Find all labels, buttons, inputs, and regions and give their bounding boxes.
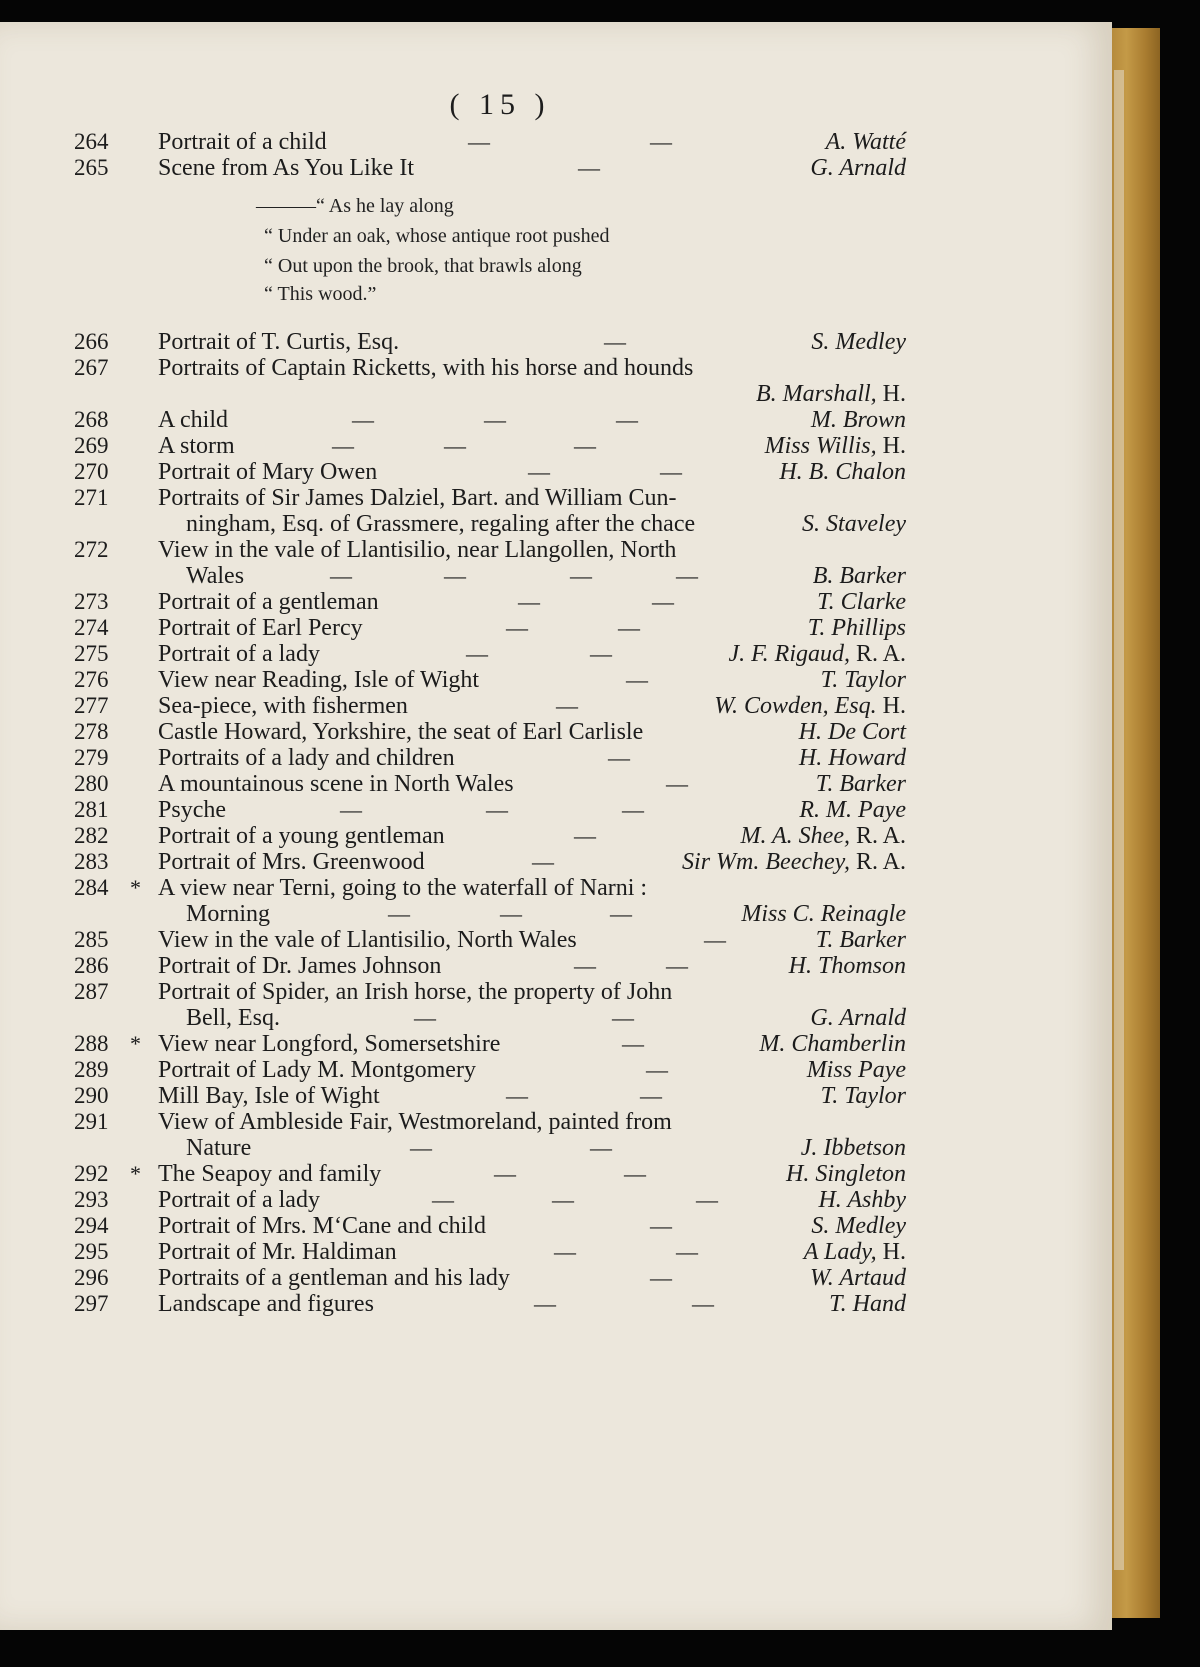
leader-dashes	[0, 796, 900, 824]
artist-name-text: M. Chamberlin	[759, 1031, 906, 1057]
entry-number: 281	[74, 797, 109, 822]
catalogue-entry	[0, 796, 1112, 824]
entry-number: 296	[74, 1265, 109, 1290]
entry-title: Portraits of Sir James Dalziel, Bart. and William Cun-	[158, 485, 677, 511]
leader-dashes	[0, 1134, 900, 1162]
leader-dash: —	[692, 1291, 714, 1316]
catalogue-entry	[0, 406, 1112, 434]
entry-title: View in the vale of Llantisilio, North Wales	[158, 927, 577, 953]
leader-dash: —	[330, 563, 352, 588]
artist-name-text: J. Ibbetson	[800, 1135, 906, 1161]
entry-number: 282	[74, 823, 109, 848]
leader-dash: —	[506, 615, 528, 640]
leader-dashes	[0, 1212, 900, 1240]
entry-title: Portraits of a lady and children	[158, 745, 455, 771]
artist-name-text: H. Ashby	[818, 1187, 906, 1213]
catalogue-entry	[0, 1290, 1112, 1318]
catalogue-entry	[0, 1082, 1112, 1110]
entry-title: Portraits of Captain Ricketts, with his horse and hounds	[158, 355, 694, 381]
entry-title: Portrait of a child	[158, 129, 327, 155]
artist-suffix: R. A.	[849, 849, 906, 875]
entry-title: Portrait of T. Curtis, Esq.	[158, 329, 400, 355]
leader-dash: —	[676, 563, 698, 588]
leader-dashes	[0, 406, 900, 434]
entry-number: 295	[74, 1239, 109, 1264]
leader-dash: —	[666, 771, 688, 796]
entry-number: 273	[74, 589, 109, 614]
new-work-asterisk: *	[130, 875, 141, 900]
artist-name-text: Miss Paye	[806, 1057, 906, 1083]
leader-dash: —	[484, 407, 506, 432]
leader-dash: —	[574, 823, 596, 848]
artist-name-text: W. Cowden, Esq.	[714, 693, 877, 719]
leader-dashes	[0, 1082, 900, 1110]
artist-name	[829, 1290, 906, 1318]
entry-title: The Seapoy and family	[158, 1161, 382, 1187]
artist-name	[741, 900, 906, 928]
artist-suffix: R. A.	[849, 823, 906, 849]
entry-title: Mill Bay, Isle of Wight	[158, 1083, 380, 1109]
leader-dash: —	[468, 129, 490, 154]
leader-dash: —	[534, 1291, 556, 1316]
leader-dash: —	[570, 563, 592, 588]
catalogue-entry	[0, 1238, 1112, 1266]
entry-number: 291	[74, 1109, 109, 1134]
leader-dashes	[0, 1290, 900, 1318]
entry-title: A child	[158, 407, 228, 433]
artist-name-text: A. Watté	[825, 129, 906, 155]
leader-dashes	[0, 154, 900, 182]
artist-suffix: H.	[876, 693, 906, 719]
artist-name-text: T. Phillips	[807, 615, 906, 641]
leader-dash: —	[414, 1005, 436, 1030]
artist-name-text: T. Taylor	[820, 1083, 906, 1109]
catalogue-entry	[0, 154, 1112, 182]
catalogue-entry	[0, 900, 1112, 928]
entry-title: Portrait of a lady	[158, 641, 320, 667]
entry-number: 272	[74, 537, 109, 562]
artist-name	[810, 1004, 906, 1032]
artist-name-text: G. Arnald	[810, 1005, 906, 1031]
entry-number: 271	[74, 485, 109, 510]
catalogue-entry	[0, 848, 1112, 876]
entry-title: View in the vale of Llantisilio, near Llangollen, North	[158, 537, 677, 563]
leader-dashes	[0, 1004, 900, 1032]
leader-dash: —	[518, 589, 540, 614]
leader-dashes	[0, 952, 900, 980]
leader-dash: —	[494, 1161, 516, 1186]
catalogue-entry	[0, 770, 1112, 798]
entry-number: 283	[74, 849, 109, 874]
artist-name	[802, 510, 906, 538]
entry-number: 292	[74, 1161, 109, 1186]
page-stack-edge	[1114, 70, 1124, 1570]
artist-name-text: G. Arnald	[810, 155, 906, 181]
artist-name-text: Miss Willis,	[764, 433, 877, 459]
artist-name-text: B. Barker	[812, 563, 906, 589]
artist-name	[756, 380, 906, 408]
entry-number: 268	[74, 407, 109, 432]
artist-name-text: Miss C. Reinagle	[741, 901, 906, 927]
catalogue-entry	[0, 328, 1112, 356]
leader-dash: —	[578, 155, 600, 180]
leader-dashes	[0, 588, 900, 616]
leader-dash: —	[652, 589, 674, 614]
entry-title: A view near Terni, going to the waterfall of Narni :	[158, 875, 648, 901]
page-number: ( 15 )	[449, 88, 551, 121]
artist-name-text: T. Clarke	[817, 589, 906, 615]
leader-dashes	[0, 1160, 900, 1188]
artist-name	[759, 1030, 906, 1058]
leader-dash: —	[676, 1239, 698, 1264]
artist-name	[826, 128, 906, 156]
leader-dashes	[0, 1056, 900, 1084]
artist-name-text: H. Thomson	[788, 953, 906, 979]
leader-dash: —	[610, 901, 632, 926]
leader-dash: —	[650, 129, 672, 154]
artist-name	[818, 1186, 906, 1214]
catalogue-entry	[0, 744, 1112, 772]
leader-dash: —	[666, 953, 688, 978]
artist-name	[801, 1134, 906, 1162]
entry-number: 277	[74, 693, 109, 718]
leader-dash: —	[556, 693, 578, 718]
artist-name	[740, 822, 906, 850]
catalogue-entry	[0, 588, 1112, 616]
leader-dashes	[0, 926, 900, 954]
leader-dash: —	[500, 901, 522, 926]
catalogue-entry	[0, 926, 1112, 954]
entry-number: 285	[74, 927, 109, 952]
artist-name	[811, 1212, 906, 1240]
artist-name-text: M. Brown	[810, 407, 906, 433]
entry-title: Landscape and figures	[158, 1291, 374, 1317]
entry-number: 293	[74, 1187, 109, 1212]
leader-dash: —	[616, 407, 638, 432]
catalogue-entry	[0, 952, 1112, 980]
artist-name	[765, 432, 906, 460]
leader-dashes	[0, 744, 900, 772]
artist-name	[821, 666, 906, 694]
artist-name	[810, 154, 906, 182]
entry-number: 267	[74, 355, 109, 380]
entry-title: Portrait of a gentleman	[158, 589, 379, 615]
entry-number: 297	[74, 1291, 109, 1316]
leader-dash: —	[608, 745, 630, 770]
leader-dash: —	[612, 1005, 634, 1030]
leader-dash: —	[704, 927, 726, 952]
catalogue-entry	[0, 458, 1112, 486]
catalogue-entry	[0, 536, 1112, 564]
leader-dashes	[0, 770, 900, 798]
leader-dash: —	[604, 329, 626, 354]
entry-title: A storm	[158, 433, 235, 459]
leader-dashes	[0, 328, 900, 356]
entry-number: 276	[74, 667, 109, 692]
catalogue-entry	[0, 1264, 1112, 1292]
leader-dash: —	[624, 1161, 646, 1186]
leader-dashes	[0, 562, 900, 590]
leader-dash: —	[340, 797, 362, 822]
catalogue-entry	[0, 128, 1112, 156]
entry-title: ningham, Esq. of Grassmere, regaling after the chace	[186, 511, 696, 537]
leader-dashes	[0, 1186, 900, 1214]
leader-dashes	[0, 1264, 900, 1292]
artist-name	[816, 770, 906, 798]
entry-title: Portrait of Spider, an Irish horse, the property of John	[158, 979, 673, 1005]
catalogue-entry	[0, 614, 1112, 642]
leader-dash: —	[590, 641, 612, 666]
entry-number: 266	[74, 329, 109, 354]
artist-name	[728, 640, 906, 668]
catalogue-entry	[0, 978, 1112, 1006]
leader-dashes	[0, 666, 900, 694]
catalogue-entry	[0, 1004, 1112, 1032]
leader-dash: —	[618, 615, 640, 640]
entry-title: Sea-piece, with fishermen	[158, 693, 408, 719]
leader-dash: —	[466, 641, 488, 666]
leader-dash: —	[388, 901, 410, 926]
entry-title: Portrait of Mr. Haldiman	[158, 1239, 397, 1265]
entry-title: Portrait of a lady	[158, 1187, 320, 1213]
catalogue-entry	[0, 822, 1112, 850]
artist-name	[811, 406, 906, 434]
entry-title: Nature	[186, 1135, 252, 1161]
leader-dash: —	[444, 563, 466, 588]
leader-dash: —	[444, 433, 466, 458]
leader-dashes	[0, 128, 900, 156]
entry-title: Castle Howard, Yorkshire, the seat of Earl Carlisle	[158, 719, 644, 745]
artist-name	[817, 588, 906, 616]
leader-dash: —	[640, 1083, 662, 1108]
artist-name	[808, 614, 906, 642]
entry-number: 269	[74, 433, 109, 458]
artist-suffix: R. A.	[849, 641, 906, 667]
entry-number: 274	[74, 615, 109, 640]
leader-dash: —	[506, 1083, 528, 1108]
artist-name	[799, 744, 906, 772]
artist-name-text: A Lady,	[803, 1239, 877, 1265]
entry-title: Portrait of Mary Owen	[158, 459, 378, 485]
catalogue-entry	[0, 1108, 1112, 1136]
quote-line: “ This wood.”	[264, 283, 377, 305]
entry-number: 288	[74, 1031, 109, 1056]
artist-name	[779, 458, 906, 486]
catalogue-entry	[0, 510, 1112, 538]
entry-title: Portrait of Mrs. M‘Cane and child	[158, 1213, 486, 1239]
entry-title: A mountainous scene in North Wales	[158, 771, 514, 797]
entry-title: Portrait of a young gentleman	[158, 823, 445, 849]
leader-dashes	[0, 1238, 900, 1266]
leader-dash: —	[574, 953, 596, 978]
leader-dash: —	[528, 459, 550, 484]
entry-title: Portraits of a gentleman and his lady	[158, 1265, 510, 1291]
entry-number: 265	[74, 155, 109, 180]
leader-dash: —	[650, 1265, 672, 1290]
artist-name-text: T. Barker	[815, 771, 906, 797]
catalogue-entry	[0, 562, 1112, 590]
artist-name-text: J. F. Rigaud,	[728, 641, 850, 667]
artist-name	[816, 926, 906, 954]
artist-name	[786, 1160, 906, 1188]
artist-name	[804, 1238, 906, 1266]
catalogue-entry	[0, 718, 1112, 746]
artist-name	[682, 848, 906, 876]
entry-number: 294	[74, 1213, 109, 1238]
catalogue-entry	[0, 640, 1112, 668]
entry-title: Bell, Esq.	[186, 1005, 280, 1031]
leader-dash: —	[552, 1187, 574, 1212]
entry-number: 286	[74, 953, 109, 978]
artist-name-text: R. M. Paye	[799, 797, 906, 823]
artist-name-text: S. Medley	[811, 1213, 906, 1239]
catalogue-entry	[0, 1056, 1112, 1084]
leader-dash: —	[590, 1135, 612, 1160]
leader-dash: —	[332, 433, 354, 458]
artist-name-text: H. B. Chalon	[779, 459, 906, 485]
entry-title: View near Reading, Isle of Wight	[158, 667, 480, 693]
entry-title: Psyche	[158, 797, 226, 823]
entry-title: Scene from As You Like It	[158, 155, 414, 181]
entry-number: 270	[74, 459, 109, 484]
entry-number: 275	[74, 641, 109, 666]
leader-dash: —	[574, 433, 596, 458]
catalogue-entry	[0, 692, 1112, 720]
catalogue-entry	[0, 484, 1112, 512]
leader-dash: —	[554, 1239, 576, 1264]
entry-number: 284	[74, 875, 109, 900]
entry-number: 290	[74, 1083, 109, 1108]
artist-suffix: H.	[876, 433, 906, 459]
artist-name-text: S. Medley	[811, 329, 906, 355]
leader-dash: —	[352, 407, 374, 432]
artist-name-text: M. A. Shee,	[740, 823, 850, 849]
catalogue-entry	[0, 1030, 1112, 1058]
artist-suffix: H.	[876, 1239, 906, 1265]
leader-dash: —	[646, 1057, 668, 1082]
artist-name	[810, 1264, 906, 1292]
entry-number: 289	[74, 1057, 109, 1082]
artist-name-text: S. Staveley	[802, 511, 906, 537]
leader-dash: —	[650, 1213, 672, 1238]
catalogue-entry	[0, 1212, 1112, 1240]
catalogue-entry	[0, 1160, 1112, 1188]
leader-dash: —	[622, 797, 644, 822]
artist-name-text: T. Barker	[815, 927, 906, 953]
entry-number: 287	[74, 979, 109, 1004]
artist-name	[789, 952, 906, 980]
artist-name	[807, 1056, 906, 1084]
catalogue-entry	[0, 432, 1112, 460]
artist-suffix: H.	[876, 381, 906, 407]
quote-line: ———“ As he lay along	[256, 195, 454, 217]
artist-name	[821, 1082, 906, 1110]
artist-name-text: T. Taylor	[820, 667, 906, 693]
catalogue-entry	[0, 354, 1112, 382]
leader-dash: —	[696, 1187, 718, 1212]
artist-name-text: Sir Wm. Beechey,	[682, 849, 850, 875]
new-work-asterisk: *	[130, 1161, 141, 1186]
leader-dash: —	[432, 1187, 454, 1212]
quote-line: “ Under an oak, whose antique root pushed	[264, 225, 610, 247]
leader-dash: —	[660, 459, 682, 484]
leader-dash: —	[410, 1135, 432, 1160]
artist-name	[799, 796, 906, 824]
entry-number: 279	[74, 745, 109, 770]
entry-title: Wales	[186, 563, 245, 589]
artist-name-text: H. De Cort	[798, 719, 906, 745]
artist-name	[799, 718, 906, 746]
leader-dashes	[0, 614, 900, 642]
catalogue-entry	[0, 1186, 1112, 1214]
leader-dash: —	[622, 1031, 644, 1056]
catalogue-entry	[0, 666, 1112, 694]
leader-dash: —	[626, 667, 648, 692]
entry-title: View of Ambleside Fair, Westmoreland, painted from	[158, 1109, 672, 1135]
artist-name	[813, 562, 906, 590]
artist-name	[714, 692, 906, 720]
entry-title: Portrait of Dr. James Johnson	[158, 953, 442, 979]
leader-dashes	[0, 458, 900, 486]
entry-number: 264	[74, 129, 109, 154]
artist-name-text: H. Singleton	[786, 1161, 906, 1187]
leader-dash: —	[532, 849, 554, 874]
entry-title: Portrait of Earl Percy	[158, 615, 363, 641]
quote-line: “ Out upon the brook, that brawls along	[264, 255, 582, 277]
entry-number: 278	[74, 719, 109, 744]
artist-name-text: H. Howard	[798, 745, 906, 771]
artist-name-text: B. Marshall,	[755, 381, 877, 407]
leader-dash: —	[486, 797, 508, 822]
entry-title: Portrait of Mrs. Greenwood	[158, 849, 425, 875]
new-work-asterisk: *	[130, 1031, 141, 1056]
entry-number: 280	[74, 771, 109, 796]
catalogue-entry	[0, 874, 1112, 902]
artist-name-text: W. Artaud	[809, 1265, 906, 1291]
entry-title: View near Longford, Somersetshire	[158, 1031, 501, 1057]
entry-title: Morning	[186, 901, 270, 927]
catalogue-entry	[0, 380, 1112, 408]
artist-name-text: T. Hand	[829, 1291, 906, 1317]
catalogue-entry	[0, 1134, 1112, 1162]
entry-title: Portrait of Lady M. Montgomery	[158, 1057, 476, 1083]
artist-name	[811, 328, 906, 356]
